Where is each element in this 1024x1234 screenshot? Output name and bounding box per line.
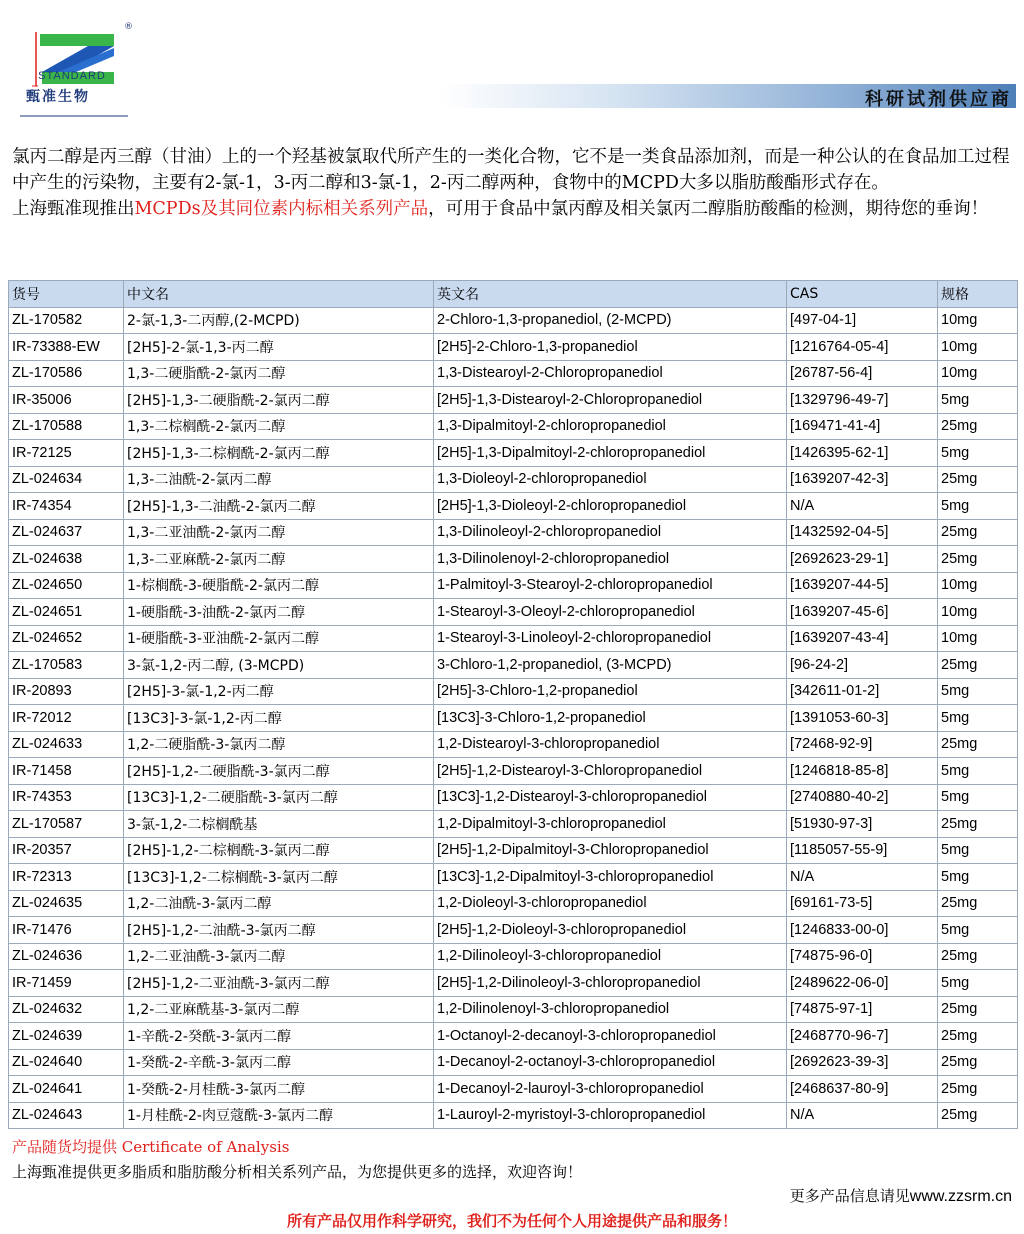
cell-cn-name: 1-癸酰-2-月桂酰-3-氯丙二醇: [124, 1076, 434, 1103]
cell-item-no: ZL-024634: [9, 466, 124, 493]
intro-p2-after: ，可用于食品中氯丙醇及相关氯丙二醇脂肪酸酯的检测，期待您的垂询！: [428, 199, 989, 219]
cell-cn-name: [2H5]-1,2-二油酰-3-氯丙二醇: [124, 917, 434, 944]
cell-cas: [72468-92-9]: [787, 731, 938, 758]
table-row: [9, 493, 1018, 520]
header-en-name: 英文名: [434, 281, 787, 308]
cell-en-name: [2H5]-1,3-Dioleoyl-2-chloropropanediol: [434, 493, 787, 520]
cell-cn-name: 1,2-二硬脂酰-3-氯丙二醇: [124, 731, 434, 758]
cell-en-name: 1,3-Dilinolenoyl-2-chloropropanediol: [434, 546, 787, 573]
cell-cas: [1426395-62-1]: [787, 440, 938, 467]
cell-spec: 10mg: [938, 360, 1018, 387]
cell-en-name: [13C3]-3-Chloro-1,2-propanediol: [434, 705, 787, 732]
cell-cn-name: 3-氯-1,2-丙二醇, (3-MCPD): [124, 652, 434, 679]
cell-spec: 25mg: [938, 546, 1018, 573]
coa-note: 产品随货均提供 Certificate of Analysis: [12, 1138, 290, 1156]
cell-en-name: [13C3]-1,2-Distearoyl-3-chloropropanediol: [434, 784, 787, 811]
cell-item-no: IR-71459: [9, 970, 124, 997]
cell-item-no: IR-35006: [9, 387, 124, 414]
cell-item-no: ZL-024632: [9, 996, 124, 1023]
cell-cn-name: [2H5]-3-氯-1,2-丙二醇: [124, 678, 434, 705]
cell-item-no: ZL-024635: [9, 890, 124, 917]
header-banner: [440, 84, 1016, 108]
cell-en-name: 1-Lauroyl-2-myristoyl-3-chloropropanediol: [434, 1102, 787, 1129]
intro-paragraph-2: [12, 196, 1014, 222]
table-row: [9, 466, 1018, 493]
table-row: [9, 387, 1018, 414]
cell-en-name: [2H5]-1,2-Distearoyl-3-Chloropropanediol: [434, 758, 787, 785]
cell-spec: 5mg: [938, 864, 1018, 891]
cell-en-name: [13C3]-1,2-Dipalmitoyl-3-chloropropanediol: [434, 864, 787, 891]
cell-cas: N/A: [787, 1102, 938, 1129]
cell-spec: 25mg: [938, 996, 1018, 1023]
cell-item-no: ZL-170583: [9, 652, 124, 679]
cell-spec: 10mg: [938, 307, 1018, 334]
cell-cn-name: 1,3-二亚麻酰-2-氯丙二醇: [124, 546, 434, 573]
cell-cn-name: [2H5]-1,2-二亚油酰-3-氯丙二醇: [124, 970, 434, 997]
cell-item-no: IR-72125: [9, 440, 124, 467]
cell-item-no: IR-72313: [9, 864, 124, 891]
cell-en-name: [2H5]-1,2-Dilinoleoyl-3-chloropropanediol: [434, 970, 787, 997]
cell-item-no: IR-72012: [9, 705, 124, 732]
cell-spec: 5mg: [938, 758, 1018, 785]
registered-mark: ®: [124, 22, 133, 32]
cell-cas: [1185057-55-9]: [787, 837, 938, 864]
header-cn-name: 中文名: [124, 281, 434, 308]
table-row: [9, 731, 1018, 758]
cell-cas: [1639207-42-3]: [787, 466, 938, 493]
cell-en-name: 1-Decanoyl-2-lauroyl-3-chloropropanediol: [434, 1076, 787, 1103]
website-link[interactable]: www.zzsrm.cn: [909, 1188, 1012, 1205]
cell-item-no: ZL-024651: [9, 599, 124, 626]
cell-spec: 25mg: [938, 1102, 1018, 1129]
cell-en-name: [2H5]-3-Chloro-1,2-propanediol: [434, 678, 787, 705]
table-row: [9, 652, 1018, 679]
cell-en-name: [2H5]-1,2-Dipalmitoyl-3-Chloropropanediol: [434, 837, 787, 864]
cell-cas: [2468637-80-9]: [787, 1076, 938, 1103]
cell-cn-name: 1,2-二油酰-3-氯丙二醇: [124, 890, 434, 917]
cell-cn-name: 1,3-二油酰-2-氯丙二醇: [124, 466, 434, 493]
cell-en-name: 1,3-Distearoyl-2-Chloropropanediol: [434, 360, 787, 387]
table-row: [9, 970, 1018, 997]
cell-en-name: 1-Decanoyl-2-octanoyl-3-chloropropanediol: [434, 1049, 787, 1076]
cell-spec: 25mg: [938, 1023, 1018, 1050]
cell-item-no: ZL-024640: [9, 1049, 124, 1076]
cell-item-no: ZL-024643: [9, 1102, 124, 1129]
cell-cas: [2692623-39-3]: [787, 1049, 938, 1076]
cell-cn-name: [13C3]-1,2-二棕榈酰-3-氯丙二醇: [124, 864, 434, 891]
cell-cn-name: 1-硬脂酰-3-亚油酰-2-氯丙二醇: [124, 625, 434, 652]
cell-en-name: 3-Chloro-1,2-propanediol, (3-MCPD): [434, 652, 787, 679]
cell-cn-name: 1-硬脂酰-3-油酰-2-氯丙二醇: [124, 599, 434, 626]
website-label: 更多产品信息请见: [789, 1187, 910, 1205]
cell-item-no: ZL-024650: [9, 572, 124, 599]
cell-cas: [1391053-60-3]: [787, 705, 938, 732]
cell-cas: N/A: [787, 864, 938, 891]
more-products-note: 上海甄准提供更多脂质和脂肪酸分析相关系列产品，为您提供更多的选择，欢迎咨询！: [12, 1163, 583, 1181]
cell-item-no: ZL-024639: [9, 1023, 124, 1050]
cell-cas: [2468770-96-7]: [787, 1023, 938, 1050]
cell-item-no: ZL-024652: [9, 625, 124, 652]
cell-cas: [74875-96-0]: [787, 943, 938, 970]
cell-item-no: IR-74353: [9, 784, 124, 811]
table-row: [9, 625, 1018, 652]
table-row: [9, 784, 1018, 811]
cell-en-name: 1-Octanoyl-2-decanoyl-3-chloropropanediol: [434, 1023, 787, 1050]
cell-spec: 5mg: [938, 784, 1018, 811]
cell-spec: 25mg: [938, 1076, 1018, 1103]
cell-spec: 25mg: [938, 890, 1018, 917]
cell-spec: 5mg: [938, 705, 1018, 732]
intro-p2-before: 上海甄准现推出: [12, 199, 135, 219]
cell-cas: [169471-41-4]: [787, 413, 938, 440]
header-spec: 规格: [938, 281, 1018, 308]
cell-cn-name: 1-辛酰-2-癸酰-3-氯丙二醇: [124, 1023, 434, 1050]
cell-en-name: [2H5]-1,3-Dipalmitoyl-2-chloropropanediol: [434, 440, 787, 467]
cell-cn-name: 1,2-二亚油酰-3-氯丙二醇: [124, 943, 434, 970]
cell-item-no: ZL-024638: [9, 546, 124, 573]
header-item-no: 货号: [9, 281, 124, 308]
cell-spec: 5mg: [938, 440, 1018, 467]
cell-en-name: 1,2-Dilinoleoyl-3-chloropropanediol: [434, 943, 787, 970]
cell-item-no: IR-71476: [9, 917, 124, 944]
cell-item-no: IR-20357: [9, 837, 124, 864]
cell-item-no: ZL-170587: [9, 811, 124, 838]
cell-cn-name: 3-氯-1,2-二棕榈酰基: [124, 811, 434, 838]
logo-cn-wordmark: 甄准生物: [26, 89, 90, 105]
table-row: [9, 307, 1018, 334]
cell-en-name: 1-Palmitoyl-3-Stearoyl-2-chloropropanediol: [434, 572, 787, 599]
cell-spec: 25mg: [938, 811, 1018, 838]
cell-en-name: 1,2-Dilinolenoyl-3-chloropropanediol: [434, 996, 787, 1023]
table-row: [9, 599, 1018, 626]
cell-spec: 10mg: [938, 572, 1018, 599]
cell-item-no: ZL-170588: [9, 413, 124, 440]
table-row: [9, 413, 1018, 440]
table-row: [9, 1023, 1018, 1050]
table-row: [9, 1076, 1018, 1103]
table-row: [9, 705, 1018, 732]
cell-cn-name: 1,3-二硬脂酰-2-氯丙二醇: [124, 360, 434, 387]
cell-cas: N/A: [787, 493, 938, 520]
cell-en-name: 1,2-Dioleoyl-3-chloropropanediol: [434, 890, 787, 917]
cell-cn-name: 1,2-二亚麻酰基-3-氯丙二醇: [124, 996, 434, 1023]
cell-spec: 5mg: [938, 493, 1018, 520]
table-row: [9, 864, 1018, 891]
intro-highlight: MCPDs及其同位素内标相关系列产品: [134, 199, 429, 219]
table-row: [9, 917, 1018, 944]
cell-cn-name: 1-月桂酰-2-肉豆蔻酰-3-氯丙二醇: [124, 1102, 434, 1129]
cell-en-name: [2H5]-1,3-Distearoyl-2-Chloropropanediol: [434, 387, 787, 414]
cell-cn-name: [13C3]-3-氯-1,2-丙二醇: [124, 705, 434, 732]
table-row: [9, 943, 1018, 970]
cell-spec: 25mg: [938, 413, 1018, 440]
table-row: [9, 360, 1018, 387]
table-row: [9, 811, 1018, 838]
table-row: [9, 1049, 1018, 1076]
table-row: [9, 758, 1018, 785]
disclaimer: 所有产品仅用作科学研究，我们不为任何个人用途提供产品和服务！: [286, 1212, 737, 1230]
cell-item-no: IR-74354: [9, 493, 124, 520]
cell-cn-name: 1,3-二棕榈酰-2-氯丙二醇: [124, 413, 434, 440]
cell-spec: 10mg: [938, 599, 1018, 626]
cell-item-no: ZL-024641: [9, 1076, 124, 1103]
cell-cas: [1329796-49-7]: [787, 387, 938, 414]
cell-item-no: ZL-024633: [9, 731, 124, 758]
header-cas: CAS: [787, 281, 938, 308]
table-row: [9, 678, 1018, 705]
cell-spec: 5mg: [938, 678, 1018, 705]
cell-spec: 5mg: [938, 837, 1018, 864]
website-line: [790, 1185, 1012, 1206]
cell-en-name: 1,3-Dipalmitoyl-2-chloropropanediol: [434, 413, 787, 440]
cell-cn-name: 2-氯-1,3-二丙醇,(2-MCPD): [124, 307, 434, 334]
cell-spec: 25mg: [938, 943, 1018, 970]
cell-cas: [1639207-44-5]: [787, 572, 938, 599]
table-row: [9, 546, 1018, 573]
cell-spec: 25mg: [938, 652, 1018, 679]
cell-item-no: ZL-024637: [9, 519, 124, 546]
cell-cas: [51930-97-3]: [787, 811, 938, 838]
table-row: [9, 996, 1018, 1023]
cell-cas: [1639207-43-4]: [787, 625, 938, 652]
cell-cas: [1216764-05-4]: [787, 334, 938, 361]
cell-cn-name: [13C3]-1,2-二硬脂酰-3-氯丙二醇: [124, 784, 434, 811]
cell-cas: [2692623-29-1]: [787, 546, 938, 573]
cell-en-name: 1-Stearoyl-3-Oleoyl-2-chloropropanediol: [434, 599, 787, 626]
cell-spec: 5mg: [938, 387, 1018, 414]
table-header-row: [9, 281, 1018, 308]
cell-cas: [1246833-00-0]: [787, 917, 938, 944]
intro-paragraph-1: 氯丙二醇是丙三醇（甘油）上的一个羟基被氯取代所产生的一类化合物，它不是一类食品添加剂，而是一种公认的在食品加工过程中产生的污染物，主要有2-氯-1，3-丙二醇和3-氯-1，2-丙二醇两种，食物中的MCPD大多以脂肪酸酯形式存在。: [12, 147, 1010, 193]
table-body: [9, 307, 1018, 1129]
cell-cn-name: [2H5]-1,3-二硬脂酰-2-氯丙二醇: [124, 387, 434, 414]
cell-item-no: IR-73388-EW: [9, 334, 124, 361]
cell-cas: [1432592-04-5]: [787, 519, 938, 546]
cell-en-name: [2H5]-1,2-Dioleoyl-3-chloropropanediol: [434, 917, 787, 944]
cell-cas: [74875-97-1]: [787, 996, 938, 1023]
cell-cn-name: [2H5]-1,3-二油酰-2-氯丙二醇: [124, 493, 434, 520]
cell-cas: [2489622-06-0]: [787, 970, 938, 997]
banner-title: 科研试剂供应商: [865, 89, 1012, 110]
table-row: [9, 572, 1018, 599]
cell-spec: 25mg: [938, 731, 1018, 758]
cell-cas: [497-04-1]: [787, 307, 938, 334]
cell-item-no: ZL-170582: [9, 307, 124, 334]
logo-wordmark: STANDARD: [38, 70, 106, 82]
cell-en-name: 1-Stearoyl-3-Linoleoyl-2-chloropropanediol: [434, 625, 787, 652]
cell-en-name: 1,3-Dioleoyl-2-chloropropanediol: [434, 466, 787, 493]
cell-cn-name: 1-癸酰-2-辛酰-3-氯丙二醇: [124, 1049, 434, 1076]
cell-en-name: 1,3-Dilinoleoyl-2-chloropropanediol: [434, 519, 787, 546]
table-row: [9, 1102, 1018, 1129]
table-row: [9, 440, 1018, 467]
table-row: [9, 519, 1018, 546]
cell-cas: [96-24-2]: [787, 652, 938, 679]
cell-item-no: IR-71458: [9, 758, 124, 785]
cell-cn-name: [2H5]-1,2-二棕榈酰-3-氯丙二醇: [124, 837, 434, 864]
cell-en-name: 1,2-Distearoyl-3-chloropropanediol: [434, 731, 787, 758]
cell-en-name: [2H5]-2-Chloro-1,3-propanediol: [434, 334, 787, 361]
cell-spec: 25mg: [938, 1049, 1018, 1076]
cell-item-no: ZL-024636: [9, 943, 124, 970]
cell-cas: [342611-01-2]: [787, 678, 938, 705]
cell-cn-name: 1,3-二亚油酰-2-氯丙二醇: [124, 519, 434, 546]
cell-cas: [26787-56-4]: [787, 360, 938, 387]
table-row: [9, 837, 1018, 864]
cell-spec: 25mg: [938, 466, 1018, 493]
cell-en-name: 2-Chloro-1,3-propanediol, (2-MCPD): [434, 307, 787, 334]
cell-spec: 25mg: [938, 519, 1018, 546]
cell-item-no: IR-20893: [9, 678, 124, 705]
cell-item-no: ZL-170586: [9, 360, 124, 387]
table-row: [9, 334, 1018, 361]
cell-spec: 5mg: [938, 917, 1018, 944]
cell-spec: 5mg: [938, 970, 1018, 997]
cell-cn-name: [2H5]-1,3-二棕榈酰-2-氯丙二醇: [124, 440, 434, 467]
intro-text: [12, 144, 1014, 222]
cell-cn-name: [2H5]-2-氯-1,3-丙二醇: [124, 334, 434, 361]
cell-spec: 10mg: [938, 334, 1018, 361]
product-table: [8, 280, 1018, 1129]
cell-en-name: 1,2-Dipalmitoyl-3-chloropropanediol: [434, 811, 787, 838]
cell-spec: 10mg: [938, 625, 1018, 652]
cell-cas: [1246818-85-8]: [787, 758, 938, 785]
cell-cas: [69161-73-5]: [787, 890, 938, 917]
cell-cn-name: [2H5]-1,2-二硬脂酰-3-氯丙二醇: [124, 758, 434, 785]
table-row: [9, 890, 1018, 917]
cell-cas: [2740880-40-2]: [787, 784, 938, 811]
cell-cas: [1639207-45-6]: [787, 599, 938, 626]
cell-cn-name: 1-棕榈酰-3-硬脂酰-2-氯丙二醇: [124, 572, 434, 599]
